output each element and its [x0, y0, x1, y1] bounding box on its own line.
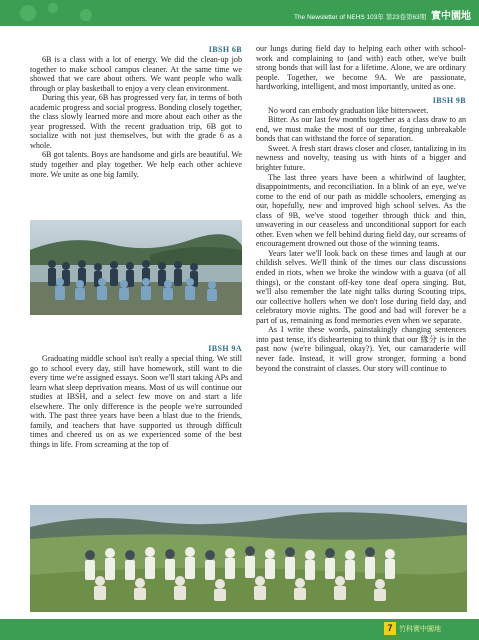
section-6b	[30, 44, 242, 179]
paragraph: Graduating middle school isn't really a special thing. We still go to school every day, still have homework, still want to die every time we're assigned essays. Soon we'll start taking APs and learn what sleep deprivation means. Most of us will continue our studies at IBSH, and a select few move on and start a life elsewhere. The only difference is the people we're surrounded with. The past three years have been a blast due to the friends, family, and teachers that have supported us through difficult times and cheered us on as we experienced some of the best things in life. From screaming at the top of	[30, 354, 242, 449]
footer-label: 竹科實中園地	[399, 625, 441, 633]
paragraph: During this year, 6B has progressed very far, in terms of both academic progress and social progress. Bonding closely together, the class slowly learned more and more about each other as the year progressed. With the recent graduation trip, 6B got to socialize with not just themselves, but with the grade 6 as a whole.	[30, 93, 242, 150]
paragraph: Sweet. A fresh start draws closer and closer, tantalizing in its newness and novelty, teasing us with hints of a bigger and brighter future.	[256, 143, 466, 173]
paragraph: As I write these words, painstakingly changing sentences into past tense, it's disheartening to think that our 緣分 is in the past now (we're bilingual, okay?). Yet, our camaraderie will never fade. Instead, it will grow stronger, forming a bond beyond the constraint of classes. Our story will continue to	[256, 325, 466, 373]
issue-info: 103年 第23卷第63期	[366, 14, 427, 21]
section-heading-6b: IBSH 6B	[208, 45, 242, 54]
class-9b-grass-hill-photo	[30, 505, 467, 612]
class-6b-lakeside-photo	[30, 220, 242, 315]
paragraph: The last three years have been a whirlwind of laughter, disappointments, and reconciliation. In a blink of an eye, we've come to the end of our path as middle schoolers, emerging as our, hopefully, new and improved high school selves. As the class of 9B, we've stood together through thick and thin, unwavering in our ceaseless and unconditional support for each other. Even when we fell behind during field day, our screams of encouragement drowned out those of the winning teams.	[256, 172, 466, 249]
paragraph: our lungs during field day to helping each other with school-work and complaining to (and with) each other, we've built strong bonds that will last for a lifetime. Alone, we are ordinary people. Together, we become 9A. We are passionate, hardworking, intelligent, and most importantly, united as one.	[256, 44, 466, 92]
section-9a-continued	[256, 44, 466, 373]
page-number: 7	[384, 622, 396, 635]
paragraph: 6B is a class with a lot of energy. We did the clean-up job together to make school campus cleaner. At the same time we showed that we care about others. We want people who walk through or play basketball to enjoy a very clean environment.	[30, 55, 242, 93]
paragraph: 6B got talents. Boys are handsome and girls are beautiful. We study together and play together. We help each other achieve more. We unite as one big family.	[30, 150, 242, 179]
section-title: 實中園地	[431, 11, 471, 22]
paragraph: No word can embody graduation like bittersweet.	[268, 105, 429, 115]
decorative-dot	[48, 3, 58, 13]
decorative-dot	[20, 5, 36, 21]
decorative-dot	[80, 9, 92, 21]
section-9a	[30, 343, 242, 449]
paragraph: Bitter. As our last few months together as a class draw to an end, we must make the most of our time, forging unbreakable bonds that can withstand the force of separation.	[256, 115, 466, 144]
newsletter-name: The Newsletter of NEHS	[293, 14, 365, 21]
paragraph: Years later we'll look back on these times and laugh at our childish selves. We'll think of the times our class discussions ended in riots, when we broke the window with a guava (of all things), or the constant off-key tone deaf opera singing. But, we'll also remember the late night talks during Scouting trips, our collective hollers when we don't lose during field day, and celebratory movie nights. The good and bad will forever be a part of us, remaining as fond memories even when we separate.	[256, 248, 466, 325]
section-heading-9b: IBSH 9B	[432, 95, 466, 105]
section-heading-9a: IBSH 9A	[208, 344, 242, 353]
masthead	[294, 7, 471, 22]
